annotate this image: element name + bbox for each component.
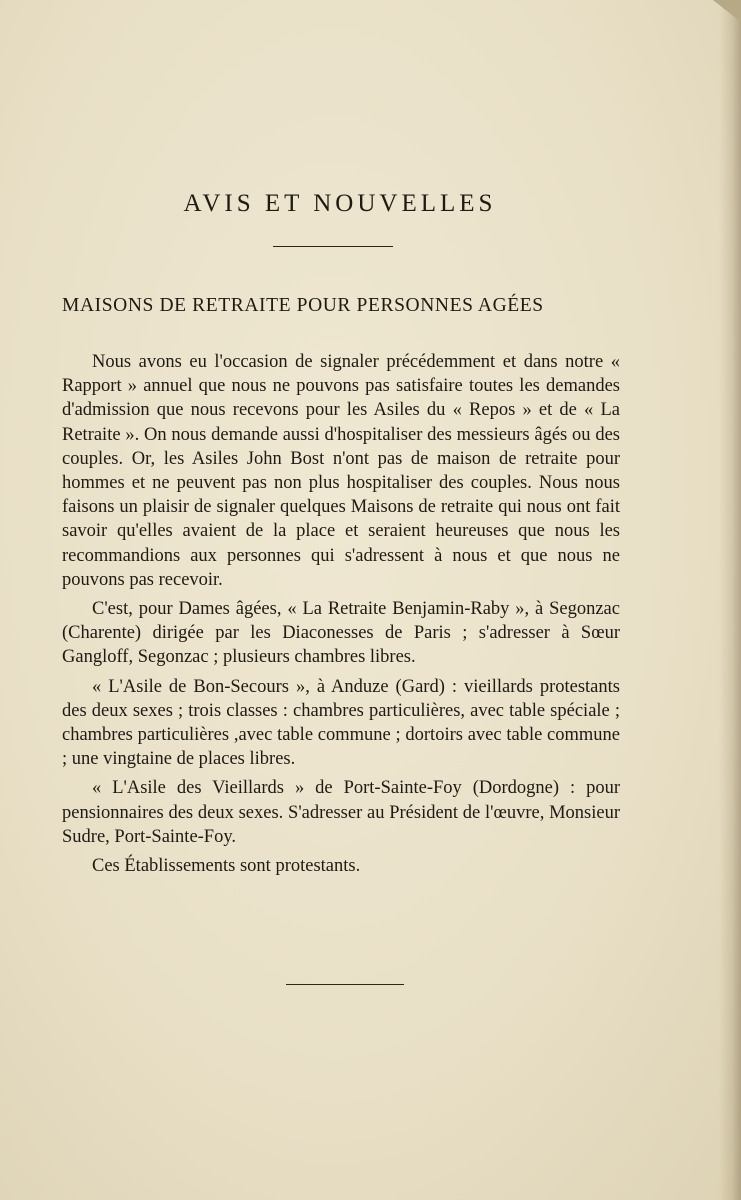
paragraph-segonzac: C'est, pour Dames âgées, « La Retraite Benjamin-Raby », à Segonzac (Charente) dirigée par les Diaconesses de Paris ; s'adresser à Sœur Gangloff, Segonzac ; plusieurs chambres libres. bbox=[62, 599, 620, 668]
corner-fold bbox=[713, 0, 741, 22]
paragraph-closing: Ces Établissements sont protestants. bbox=[92, 856, 361, 877]
article-body bbox=[62, 350, 620, 883]
paragraph-anduze: « L'Asile de Bon-Secours », à Anduze (Gard) : vieillards protestants des deux sexes ; trois classes : chambres particulières, avec table spéciale ; chambres particulières ,avec table commune ; dortoirs avec table commune ; une vingtaine de places libres. bbox=[62, 676, 620, 770]
page-edge-shadow bbox=[719, 0, 741, 1200]
page-title: AVIS ET NOUVELLES bbox=[183, 190, 497, 217]
paragraph-intro: Nous avons eu l'occasion de signaler précédemment et dans notre « Rapport » annuel que nous ne pouvons pas satisfaire toutes les demandes d'admission que nous recevons pour les Asiles du « Repos » et de « La Retraite ». On nous demande aussi d'hospitaliser des messieurs âgés ou des couples. Or, les Asiles John Bost n'ont pas de maison de retraite pour hommes et ne peuvent pas non plus hospitaliser des couples. Nous nous faisons un plaisir de signaler quelques Maisons de retraite qui nous ont fait savoir qu'elles avaient de la place et seraient heureuses que nous les recommandions aux personnes qui s'adressent à nous et que nous ne pouvons pas recevoir. bbox=[62, 352, 620, 590]
section-heading: MAISONS DE RETRAITE POUR PERSONNES AGÉES bbox=[62, 295, 544, 316]
paragraph-port-sainte-foy: « L'Asile des Vieillards » de Port-Sainte-Foy (Dordogne) : pour pensionnaires des deux sexes. S'adresser au Président de l'œuvre, Monsieur Sudre, Port-Sainte-Foy. bbox=[62, 778, 620, 847]
end-divider bbox=[286, 984, 404, 985]
title-divider bbox=[273, 246, 393, 247]
